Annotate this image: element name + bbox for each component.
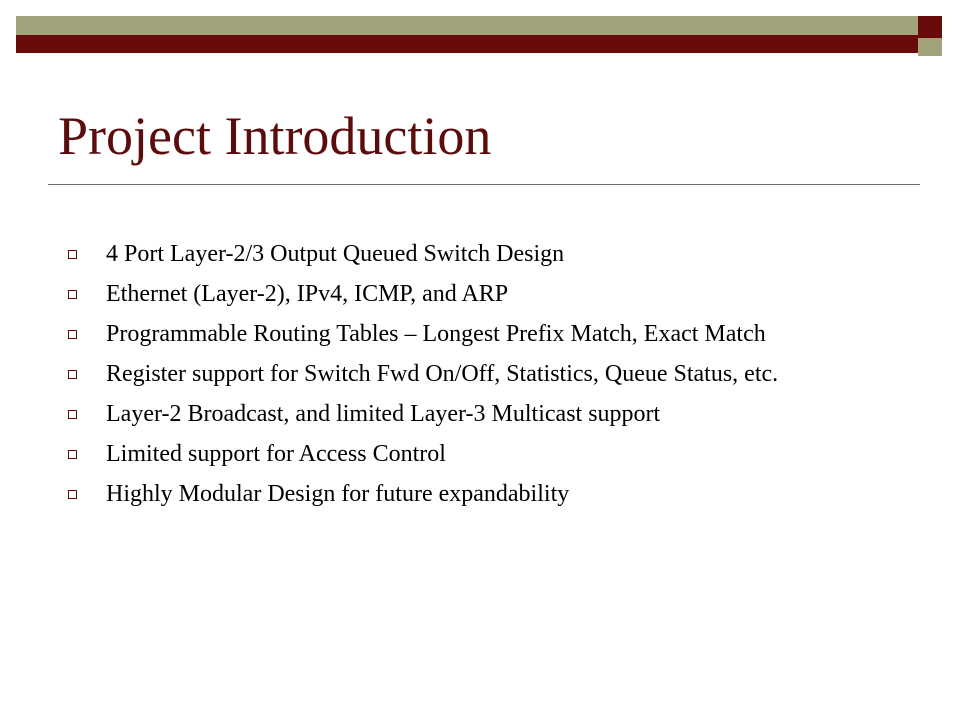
bullet-text: Ethernet (Layer-2), IPv4, ICMP, and ARP — [106, 281, 509, 307]
hollow-square-bullet-icon — [68, 250, 77, 259]
slide-title: Project Introduction — [58, 106, 492, 166]
hollow-square-bullet-icon — [68, 330, 77, 339]
bullet-item — [0, 360, 960, 388]
hollow-square-bullet-icon — [68, 450, 77, 459]
bullet-item — [0, 480, 960, 508]
bullet-item — [0, 280, 960, 308]
bullet-text: Layer-2 Broadcast, and limited Layer-3 Multicast support — [106, 401, 661, 427]
bullet-item — [0, 240, 960, 268]
bullet-text: Register support for Switch Fwd On/Off, Statistics, Queue Status, etc. — [106, 361, 779, 387]
bullet-item — [0, 440, 960, 468]
hollow-square-bullet-icon — [68, 410, 77, 419]
bullet-item — [0, 320, 960, 348]
header-band-maroon-stripe — [16, 35, 918, 53]
bullet-text: Limited support for Access Control — [106, 441, 446, 467]
header-band-olive-stripe — [16, 16, 918, 35]
bullet-text: Programmable Routing Tables – Longest Prefix Match, Exact Match — [106, 321, 766, 347]
header-band — [16, 16, 918, 56]
bullet-list — [0, 240, 960, 520]
hollow-square-bullet-icon — [68, 370, 77, 379]
hollow-square-bullet-icon — [68, 290, 77, 299]
corner-block-olive — [918, 38, 942, 56]
bullet-item — [0, 400, 960, 428]
bullet-text: Highly Modular Design for future expandability — [106, 481, 570, 507]
hollow-square-bullet-icon — [68, 490, 77, 499]
bullet-text: 4 Port Layer-2/3 Output Queued Switch Design — [106, 241, 565, 267]
corner-block-maroon — [918, 16, 942, 38]
title-divider — [48, 184, 920, 185]
